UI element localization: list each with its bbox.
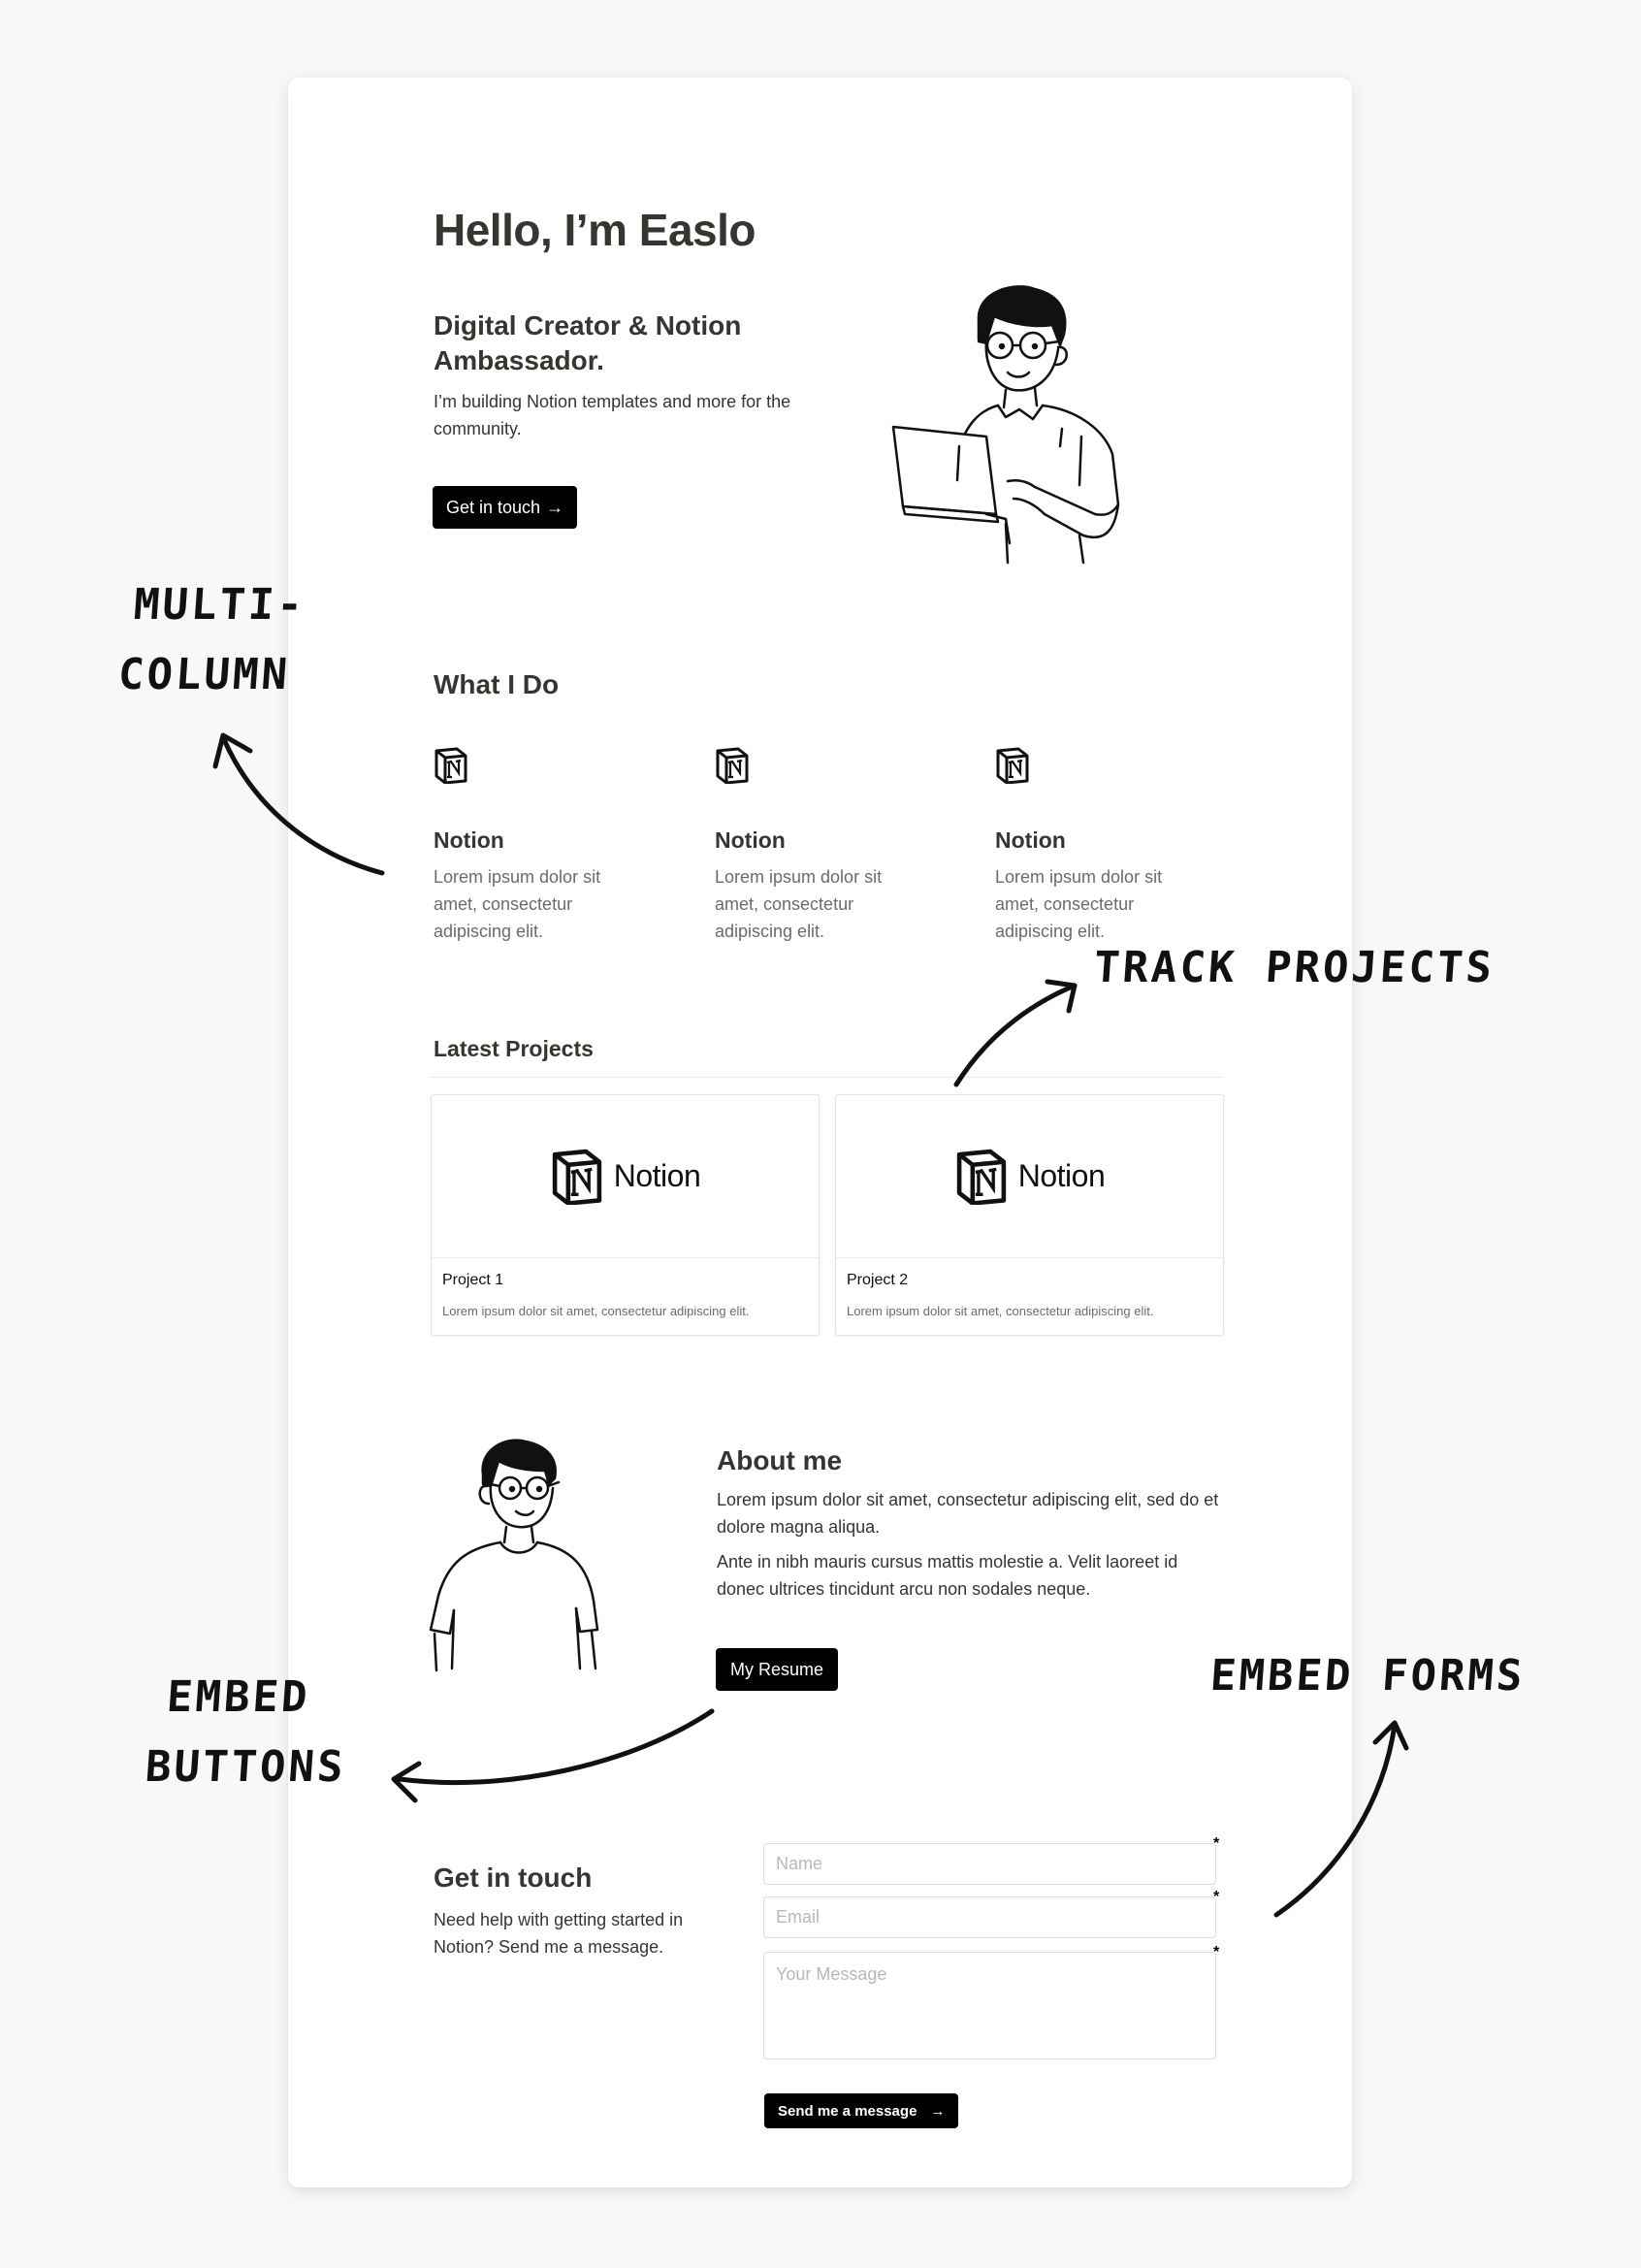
arrow-right-icon: → <box>930 2102 946 2120</box>
service-title: Notion <box>995 827 1066 853</box>
arrow-right-icon: → <box>546 497 564 517</box>
my-resume-button[interactable]: My Resume <box>716 1648 838 1691</box>
required-asterisk: * <box>1213 1944 1220 1960</box>
send-message-label: Send me a message <box>778 2102 917 2120</box>
hero-intro: I’m building Notion templates and more for the community. <box>434 392 791 438</box>
callout-multi-column: MULTI- <box>132 580 307 630</box>
project-name: Project 1 <box>442 1272 504 1288</box>
what-i-do-heading: What I Do <box>434 669 560 699</box>
required-asterisk: * <box>1213 1835 1220 1852</box>
arrow-icon <box>956 982 1075 1085</box>
project-name: Project 2 <box>847 1272 909 1288</box>
page-title: Hello, I’m Easlo <box>434 205 756 255</box>
required-asterisk: * <box>1213 1889 1220 1905</box>
project-description: Lorem ipsum dolor sit amet, consectetur adipiscing elit. <box>847 1304 1154 1318</box>
about-paragraph: Lorem ipsum dolor sit amet, consectetur adipiscing elit, sed do et dolore magna aliqua. <box>717 1490 1219 1537</box>
callout-embed-forms: EMBED FORMS <box>1208 1651 1528 1701</box>
arrow-icon <box>394 1711 712 1800</box>
notion-wordmark: Notion <box>613 1158 701 1193</box>
callout-embed-buttons: EMBED <box>165 1672 312 1722</box>
contact-description: Need help with getting started in Notion? Send me a message. <box>434 1910 684 1957</box>
service-description: Lorem ipsum dolor sit amet, consectetur adipiscing elit. <box>434 867 601 941</box>
latest-projects-heading: Latest Projects <box>434 1036 594 1061</box>
project-description: Lorem ipsum dolor sit amet, consectetur adipiscing elit. <box>442 1304 750 1318</box>
arrow-icon <box>215 735 382 873</box>
notion-wordmark: Notion <box>1017 1158 1106 1193</box>
service-description: Lorem ipsum dolor sit amet, consectetur adipiscing elit. <box>715 867 883 941</box>
about-me-heading: About me <box>717 1445 843 1475</box>
get-in-touch-label: Get in touch <box>446 497 541 517</box>
service-title: Notion <box>434 827 504 853</box>
callout-track-projects: TRACK PROJECTS <box>1092 943 1496 992</box>
arrow-icon <box>1276 1723 1406 1915</box>
hero-subtitle: Digital Creator & Notion Ambassador. <box>434 310 742 375</box>
callout-multi-column: COLUMN <box>116 650 292 699</box>
callout-embed-buttons: BUTTONS <box>144 1742 348 1792</box>
service-description: Lorem ipsum dolor sit amet, consectetur adipiscing elit. <box>995 867 1163 941</box>
service-title: Notion <box>715 827 786 853</box>
about-paragraph: Ante in nibh mauris cursus mattis molestie a. Velit laoreet id donec ultrices tincidunt arcu non sodales neque. <box>717 1552 1178 1599</box>
get-in-touch-heading: Get in touch <box>434 1863 593 1893</box>
